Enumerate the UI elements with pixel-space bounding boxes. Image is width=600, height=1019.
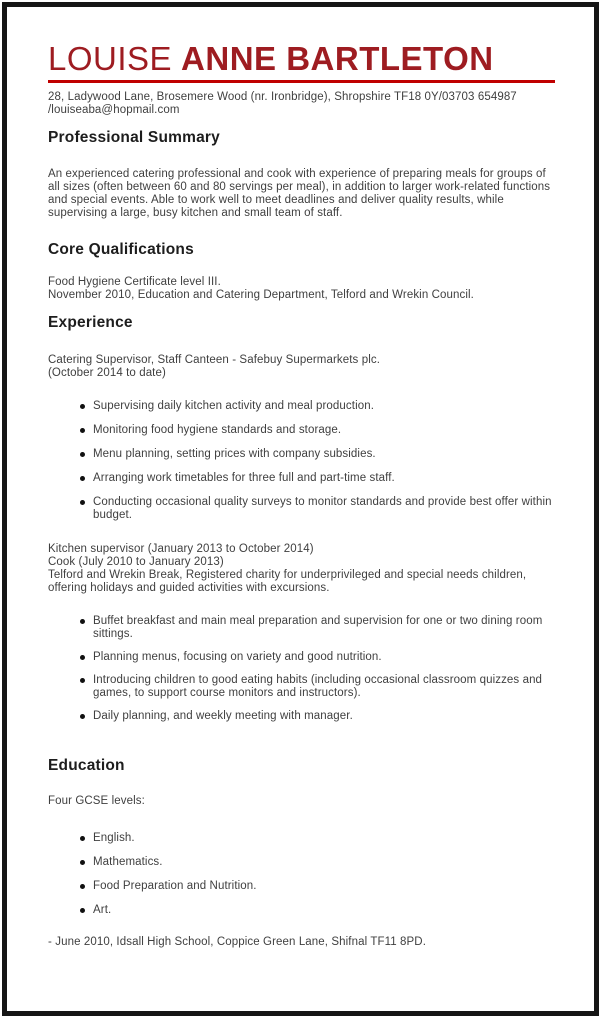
bullet-text: Supervising daily kitchen activity and meal production. (93, 400, 375, 412)
bullet-icon (80, 500, 85, 505)
education-intro: Four GCSE levels: (48, 795, 145, 807)
bullet-text: Arranging work timetables for three full and part-time staff. (93, 472, 395, 484)
page-title (48, 41, 555, 77)
section-heading-experience: Experience (48, 314, 133, 331)
bullet-text: Buffet breakfast and main meal preparation and supervision for one or two dining room sittings. (93, 615, 543, 640)
first-name: LOUISE (48, 40, 173, 77)
bullet-item (80, 651, 555, 664)
bullet-icon (80, 619, 85, 624)
job-1-title: Catering Supervisor, Staff Canteen - Safebuy Supermarkets plc. (48, 354, 380, 366)
bullet-item (80, 400, 555, 413)
bullet-text: Monitoring food hygiene standards and storage. (93, 424, 342, 436)
bullet-text: Food Preparation and Nutrition. (93, 880, 257, 892)
cv-page (2, 2, 599, 1016)
qualification-line-2: November 2010, Education and Catering Department, Telford and Wrekin Council. (48, 289, 474, 301)
section-heading-summary: Professional Summary (48, 129, 220, 146)
bullet-item (80, 674, 555, 700)
job-1-bullet-list (48, 400, 555, 522)
bullet-text: Planning menus, focusing on variety and good nutrition. (93, 651, 382, 663)
bullet-text: Menu planning, setting prices with company subsidies. (93, 448, 376, 460)
job-1-dates: (October 2014 to date) (48, 367, 166, 379)
bullet-text: Conducting occasional quality surveys to monitor standards and provide best offer within budget. (93, 496, 552, 521)
bullet-item (80, 496, 555, 522)
bullet-icon (80, 655, 85, 660)
qualification-line-1: Food Hygiene Certificate level III. (48, 276, 221, 288)
bullet-icon (80, 428, 85, 433)
job-2-employer: Telford and Wrekin Break, Registered charity for underprivileged and special needs children, offering holidays and guided activities with excursions. (48, 569, 527, 594)
bullet-item (80, 424, 555, 437)
bullet-item (80, 904, 555, 917)
title-underline (48, 80, 555, 83)
bullet-icon (80, 476, 85, 481)
contact-info (48, 91, 555, 117)
contact-line-1: 28, Ladywood Lane, Brosemere Wood (nr. Ironbridge), Shropshire TF18 0Y/03703 654987 (48, 91, 517, 103)
surname: ANNE BARTLETON (181, 40, 494, 77)
job-header-2 (48, 543, 555, 595)
summary-paragraph: An experienced catering professional and cook with experience of preparing meals for groups of all sizes (often between 60 and 80 servings per meal), in addition to larger work-related functions and special events. Able to work well to meet deadlines and deliver quality results, while supervising a large, busy kitchen and small team of staff. (48, 168, 551, 219)
bullet-item (80, 472, 555, 485)
bullet-text: Art. (93, 904, 112, 916)
bullet-icon (80, 908, 85, 913)
bullet-icon (80, 860, 85, 865)
bullet-item (80, 448, 555, 461)
bullet-text: English. (93, 832, 135, 844)
job-2-title-b: Cook (July 2010 to January 2013) (48, 556, 224, 568)
section-heading-qualifications: Core Qualifications (48, 241, 194, 258)
qualification-lines (48, 276, 555, 302)
bullet-icon (80, 452, 85, 457)
bullet-text: Daily planning, and weekly meeting with manager. (93, 710, 353, 722)
contact-line-2: /louiseaba@hopmail.com (48, 104, 180, 116)
bullet-icon (80, 678, 85, 683)
job-header-1 (48, 354, 555, 380)
job-2-bullet-list (48, 615, 555, 723)
bullet-icon (80, 404, 85, 409)
bullet-item (80, 710, 555, 723)
bullet-icon (80, 884, 85, 889)
bullet-item (80, 615, 555, 641)
job-2-title: Kitchen supervisor (January 2013 to October 2014) (48, 543, 314, 555)
bullet-item (80, 832, 555, 845)
bullet-item (80, 880, 555, 893)
education-footer: - June 2010, Idsall High School, Coppice Green Lane, Shifnal TF11 8PD. (48, 936, 426, 948)
bullet-icon (80, 836, 85, 841)
bullet-text: Mathematics. (93, 856, 163, 868)
bullet-item (80, 856, 555, 869)
education-bullet-list (48, 832, 555, 917)
section-heading-education: Education (48, 757, 125, 774)
bullet-icon (80, 714, 85, 719)
bullet-text: Introducing children to good eating habits (including occasional classroom quizzes and games, to support course monitors and instructors). (93, 674, 543, 699)
